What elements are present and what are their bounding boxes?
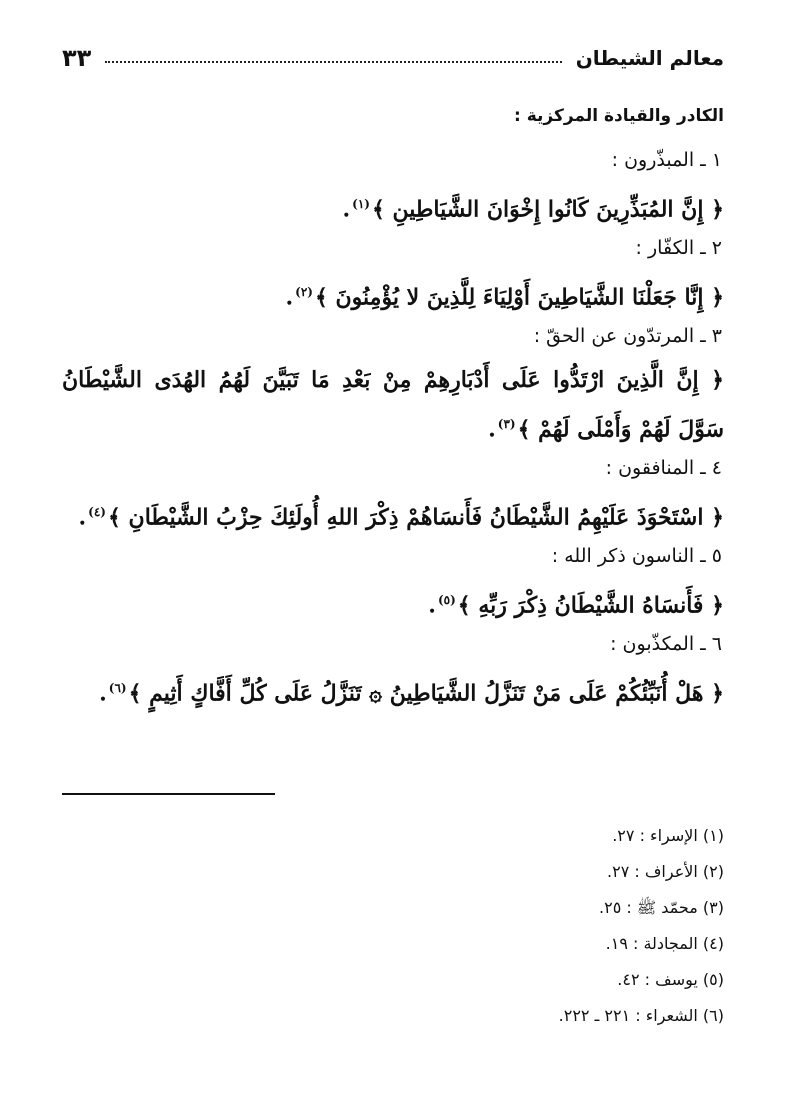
section-heading: الكادر والقيادة المركزية :: [514, 106, 724, 126]
quran-verse: ﴿ اسْتَحْوَذَ عَلَيْهِمُ الشَّيْطَانُ فَأَنسَاهُمْ ذِكْرَ اللهِ أُولَئِكَ حِزْبُ الشَّيْطَانِ ﴾$^{(٤)}$.: [78, 504, 724, 531]
footnote: (١) الإسراء : ٢٧.: [612, 826, 724, 845]
quran-verse: ﴿ إِنَّا جَعَلْنَا الشَّيَاطِينَ أَوْلِيَاءَ لِلَّذِينَ لا يُؤْمِنُونَ ﴾$^{(٢)}$.: [285, 284, 724, 311]
quran-verse: ﴿ فَأَنسَاهُ الشَّيْطَانُ ذِكْرَ رَبِّهِ ﴾$^{(٥)}$.: [428, 592, 724, 619]
running-title: معالم الشيطان: [575, 46, 724, 70]
footnote-marker: (٢): [295, 285, 313, 299]
category-label: ٤ ـ المنافقون :: [605, 457, 722, 479]
footnote: (٣) محمّد ﷺ : ٢٥.: [599, 898, 724, 917]
footnote: (٥) يوسف : ٤٢.: [617, 970, 724, 989]
verse-text: ﴿ إِنَّ المُبَذِّرِينَ كَانُوا إِخْوَانَ الشَّيَاطِينِ ﴾: [371, 196, 724, 223]
quran-verse: ﴿ هَلْ أُنَبِّئُكُمْ عَلَى مَنْ تَنَزَّلُ الشَّيَاطِينُ ۞ تَنَزَّلُ عَلَى كُلِّ أَفَّاكٍ أَثِيمٍ ﴾$^{(٦)}$.: [99, 680, 724, 707]
footnotes-list: [62, 818, 724, 1034]
verse-text: ﴿ هَلْ أُنَبِّئُكُمْ عَلَى مَنْ تَنَزَّلُ الشَّيَاطِينُ ۞ تَنَزَّلُ عَلَى كُلِّ أَفَّاكٍ أَثِيمٍ ﴾: [128, 680, 724, 707]
dotted-leader: [105, 61, 561, 63]
footnote: (٢) الأعراف : ٢٧.: [607, 862, 724, 881]
category-label: ٢ ـ الكفّار :: [635, 237, 722, 259]
quran-verse: [62, 358, 724, 402]
category-label: ٦ ـ المكذّبون :: [610, 633, 722, 655]
category-label: ٣ ـ المرتدّون عن الحقّ :: [533, 325, 722, 347]
verse-text: سَوَّلَ لَهُمْ وَأَمْلَى لَهُمْ ﴾: [517, 416, 724, 443]
verse-text: ﴿ فَأَنسَاهُ الشَّيْطَانُ ذِكْرَ رَبِّهِ ﴾: [457, 592, 724, 619]
footnote-separator: [62, 793, 275, 795]
footnote: (٦) الشعراء : ٢٢١ ـ ٢٢٢.: [558, 1006, 724, 1025]
footnote-marker: (٦): [108, 681, 127, 695]
footnote-marker: (١): [352, 197, 370, 211]
footnote: (٤) المجادلة : ١٩.: [605, 934, 724, 953]
verse-text: ﴿ إِنَّ الَّذِينَ ارْتَدُّوا عَلَى أَدْبَارِهِمْ مِنْ بَعْدِ مَا تَبَيَّنَ لَهُمُ الهُدَى الشَّيْطَانُ: [62, 367, 724, 393]
verse-text: ﴿ إِنَّا جَعَلْنَا الشَّيَاطِينَ أَوْلِيَاءَ لِلَّذِينَ لا يُؤْمِنُونَ ﴾: [314, 284, 724, 311]
category-label: ١ ـ المبذّرون :: [611, 149, 722, 171]
quran-verse-continued: سَوَّلَ لَهُمْ وَأَمْلَى لَهُمْ ﴾$^{(٣)}$.: [488, 416, 724, 443]
page-header: [62, 40, 724, 76]
quran-verse: ﴿ إِنَّ المُبَذِّرِينَ كَانُوا إِخْوَانَ الشَّيَاطِينِ ﴾$^{(١)}$.: [342, 196, 724, 223]
footnote-marker: (٥): [437, 593, 456, 607]
verse-text: ﴿ اسْتَحْوَذَ عَلَيْهِمُ الشَّيْطَانُ فَأَنسَاهُمْ ذِكْرَ اللهِ أُولَئِكَ حِزْبُ الشَّيْطَانِ ﴾: [107, 504, 724, 531]
footnote-marker: (٤): [88, 505, 106, 519]
page-number: ٣٣: [62, 44, 92, 72]
main-text: [62, 94, 724, 710]
footnote-marker: (٣): [497, 417, 516, 431]
category-label: ٥ ـ الناسون ذكر الله :: [551, 545, 722, 567]
